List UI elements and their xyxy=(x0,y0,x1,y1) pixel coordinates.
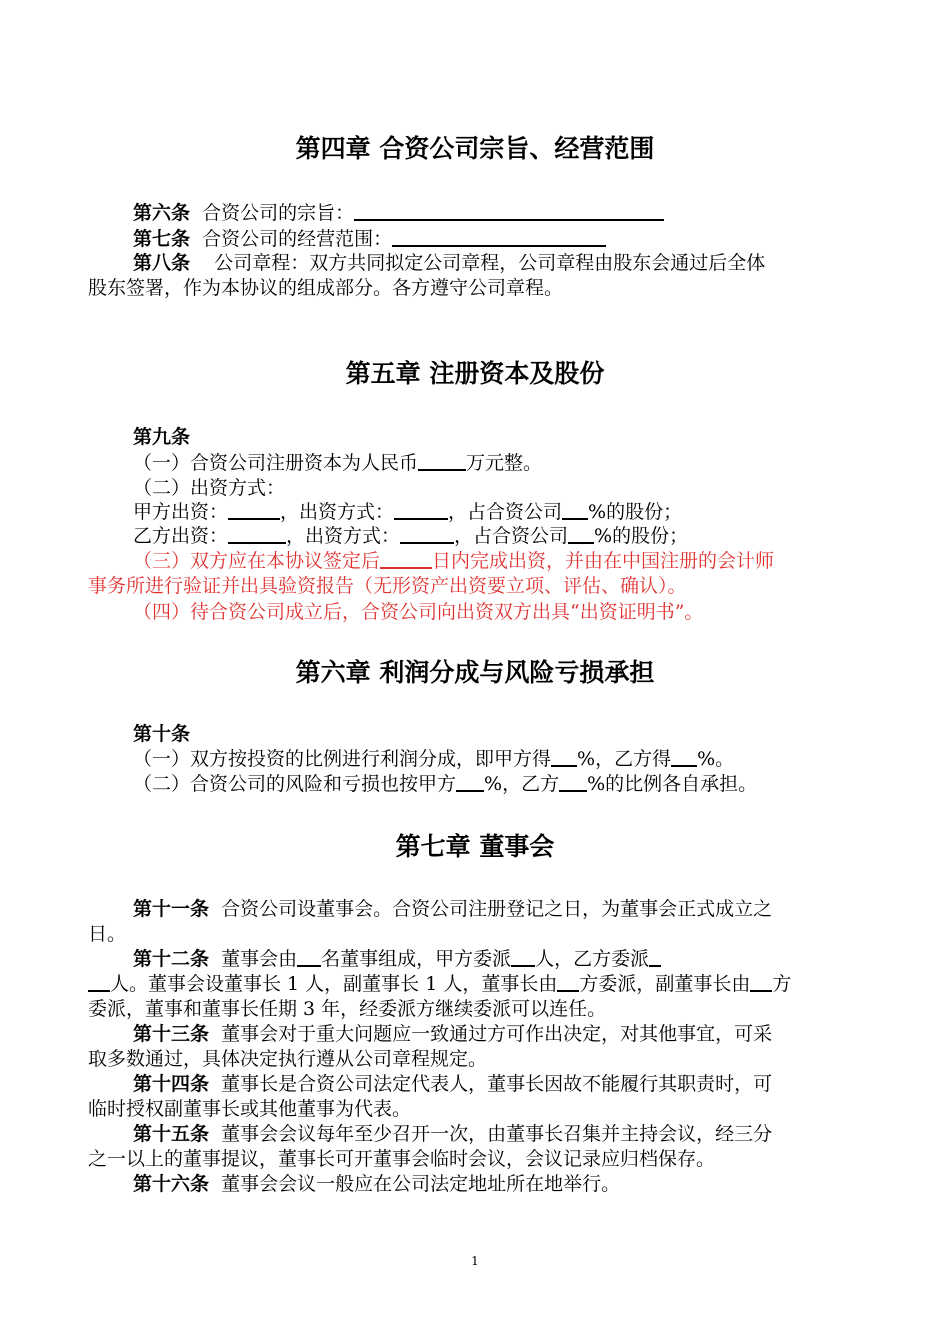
item-1-suffix: 万元整。 xyxy=(466,452,543,474)
blank-line xyxy=(400,524,454,544)
blank-line xyxy=(568,524,594,544)
article-12-text-a: 董事会由 xyxy=(221,948,298,970)
article-11-label: 第十一条 xyxy=(133,898,210,920)
article-13-text: 董事会对于重大问题应一致通过方可作出决定，对其他事宜，可采 xyxy=(221,1023,773,1045)
article-8-label: 第八条 xyxy=(133,252,191,274)
item-1-text: （一）双方按投资的比例进行利润分成，即甲方得 xyxy=(133,748,552,770)
article-13-label: 第十三条 xyxy=(133,1023,210,1045)
blank-line xyxy=(456,772,484,792)
chapter-4-title: 第四章 合资公司宗旨、经营范围 xyxy=(295,134,655,163)
article-6-text: 合资公司的宗旨： xyxy=(202,202,355,224)
article-6-label: 第六条 xyxy=(133,202,191,224)
blank-line xyxy=(297,947,321,967)
item-3-text: （三）双方应在本协议签定后 xyxy=(133,550,381,572)
blank-line xyxy=(380,549,432,569)
article-9-item-3-line-1 xyxy=(133,548,868,574)
article-9-label: 第九条 xyxy=(133,426,191,448)
item-3-text-cont: 日内完成出资，并由在中国注册的会计师 xyxy=(432,550,775,572)
article-15-line-1 xyxy=(133,1121,868,1147)
article-12-line-3: 委派，董事和董事长任期 3 年，经委派方继续委派可以连任。 xyxy=(88,998,607,1020)
party-a-share: ，占合资公司 xyxy=(448,501,563,523)
page-number: 1 xyxy=(471,1254,479,1268)
blank-line xyxy=(354,201,664,221)
article-9-item-1 xyxy=(133,450,868,476)
item-1-end: %。 xyxy=(697,748,735,770)
blank-line xyxy=(557,972,579,992)
chapter-5-title: 第五章 注册资本及股份 xyxy=(345,359,605,388)
article-14-line-1 xyxy=(133,1071,868,1097)
article-13-line-1 xyxy=(133,1021,868,1047)
article-7-text: 合资公司的经营范围： xyxy=(202,228,393,250)
blank-line xyxy=(562,500,588,520)
article-16-label: 第十六条 xyxy=(133,1173,210,1195)
article-7 xyxy=(133,226,868,252)
blank-line xyxy=(228,524,286,544)
party-b-label: 乙方出资： xyxy=(133,525,229,547)
article-10-label: 第十条 xyxy=(133,723,191,745)
party-b-share: ，占合资公司 xyxy=(454,525,569,547)
blank-line xyxy=(418,451,466,471)
article-14-label: 第十四条 xyxy=(133,1073,210,1095)
blank-line xyxy=(394,500,448,520)
chapter-7-title: 第七章 董事会 xyxy=(395,832,555,861)
chapter-6-title: 第六章 利润分成与风险亏损承担 xyxy=(295,658,655,687)
article-7-label: 第七条 xyxy=(133,228,191,250)
party-b-method: ，出资方式： xyxy=(286,525,401,547)
article-12-text-b: 名董事组成，甲方委派 xyxy=(321,948,512,970)
article-14-line-2: 临时授权副董事长或其他董事为代表。 xyxy=(88,1098,412,1120)
blank-line xyxy=(511,947,535,967)
article-15-label: 第十五条 xyxy=(133,1123,210,1145)
party-a-contribution xyxy=(133,499,868,525)
article-12-line-1 xyxy=(133,946,868,972)
item-2-text: （二）合资公司的风险和亏损也按甲方 xyxy=(133,773,457,795)
party-b-contribution xyxy=(133,523,868,549)
article-8-text: 公司章程：双方共同拟定公司章程，公司章程由股东会通过后全体 xyxy=(214,252,766,274)
blank-line xyxy=(671,747,697,767)
article-10-item-2 xyxy=(133,771,868,797)
article-11-line-1 xyxy=(133,896,868,922)
article-16-text: 董事会会议一般应在公司法定地址所在地举行。 xyxy=(221,1173,621,1195)
article-13-line-2: 取多数通过，具体决定执行遵从公司章程规定。 xyxy=(88,1048,488,1070)
article-15-text: 董事会会议每年至少召开一次，由董事长召集并主持会议，经三分 xyxy=(221,1123,773,1145)
article-6 xyxy=(133,200,868,226)
article-9-item-2: （二）出资方式： xyxy=(133,477,286,499)
article-12-text-d: 人。董事会设董事长 1 人，副董事长 1 人，董事长由 xyxy=(110,973,558,995)
item-1-text: （一）合资公司注册资本为人民币 xyxy=(133,452,419,474)
party-b-percent: %的股份； xyxy=(594,525,689,547)
article-8-line-1 xyxy=(133,250,868,276)
blank-line xyxy=(88,972,110,992)
article-15-line-2: 之一以上的董事提议，董事长可开董事会临时会议，会议记录应归档保存。 xyxy=(88,1148,716,1170)
blank-line xyxy=(551,747,577,767)
article-8-line-2: 股东签署，作为本协议的组成部分。各方遵守公司章程。 xyxy=(88,277,564,299)
party-a-method: ，出资方式： xyxy=(280,501,395,523)
article-10-item-1 xyxy=(133,746,868,772)
item-1-mid: %，乙方得 xyxy=(577,748,672,770)
party-a-label: 甲方出资： xyxy=(133,501,229,523)
article-12-text-e: 方委派，副董事长由 xyxy=(579,973,751,995)
blank-line xyxy=(750,972,772,992)
party-a-percent: %的股份； xyxy=(588,501,683,523)
article-12-text-f: 方 xyxy=(772,973,792,995)
article-9-item-4: （四）待合资公司成立后，合资公司向出资双方出具“出资证明书”。 xyxy=(133,601,704,623)
article-11-line-2: 日。 xyxy=(88,923,127,945)
article-12-label: 第十二条 xyxy=(133,948,210,970)
blank-line xyxy=(559,772,587,792)
article-11-text: 合资公司设董事会。合资公司注册登记之日，为董事会正式成立之 xyxy=(221,898,773,920)
blank-line xyxy=(649,947,661,967)
article-16 xyxy=(133,1171,868,1197)
item-2-end: %的比例各自承担。 xyxy=(587,773,758,795)
article-12-line-2 xyxy=(88,971,868,997)
article-12-text-c: 人，乙方委派 xyxy=(535,948,650,970)
article-14-text: 董事长是合资公司法定代表人，董事长因故不能履行其职责时，可 xyxy=(221,1073,773,1095)
article-9-item-3-line-2: 事务所进行验证并出具验资报告（无形资产出资要立项、评估、确认）。 xyxy=(88,575,687,597)
blank-line xyxy=(392,227,606,247)
blank-line xyxy=(228,500,280,520)
item-2-mid: %，乙方 xyxy=(484,773,560,795)
